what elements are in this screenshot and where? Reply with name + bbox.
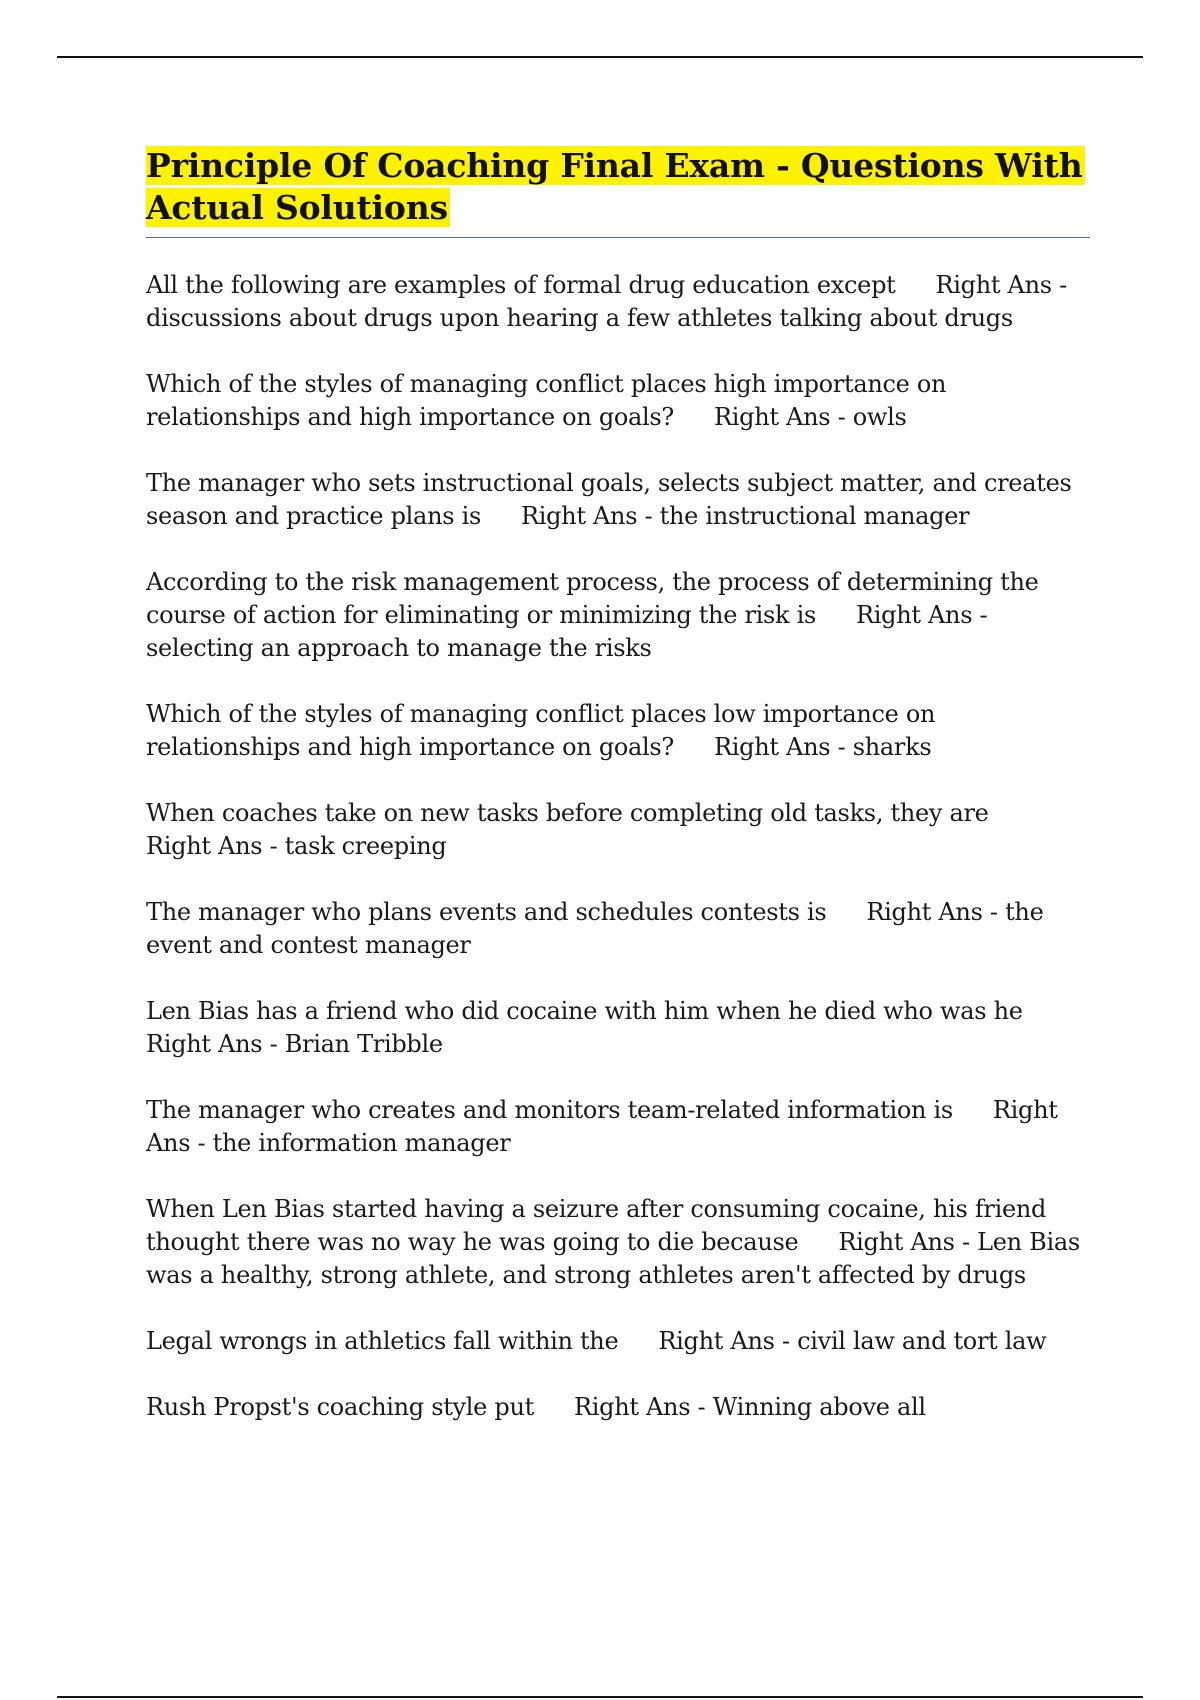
document-body [146, 145, 1090, 1457]
title-underline [146, 237, 1090, 238]
qa-item [146, 1094, 1090, 1160]
answer-text: Right Ans - the event and contest manager [146, 898, 1044, 959]
question-text: The manager who plans events and schedules contests is [146, 898, 827, 926]
answer-text: Right Ans - selecting an approach to manage the risks [146, 601, 988, 662]
qa-item [146, 1325, 1090, 1358]
answer-text: Right Ans - Len Bias was a healthy, strong athlete, and strong athletes aren't affected by drugs [146, 1228, 1080, 1289]
question-text: Which of the styles of managing conflict places low importance on relationships and high importance on goals? [146, 700, 936, 761]
qa-item [146, 467, 1090, 533]
qa-list [146, 269, 1090, 1424]
qa-item [146, 995, 1090, 1061]
qa-item [146, 1193, 1090, 1292]
answer-text: Right Ans - Brian Tribble [146, 1030, 443, 1058]
answer-text: Right Ans - task creeping [146, 832, 447, 860]
qa-item [146, 566, 1090, 665]
qa-item [146, 698, 1090, 764]
answer-text: Right Ans - the instructional manager [520, 502, 970, 530]
qa-item [146, 269, 1090, 335]
qa-item [146, 1391, 1090, 1424]
answer-text: Right Ans - Winning above all [573, 1393, 926, 1421]
answer-text: Right Ans - owls [714, 403, 907, 431]
question-text: All the following are examples of formal drug education except [146, 271, 896, 299]
answer-text: Right Ans - discussions about drugs upon hearing a few athletes talking about drugs [146, 271, 1067, 332]
qa-item [146, 368, 1090, 434]
qa-item [146, 797, 1090, 863]
header-rule [57, 56, 1143, 58]
qa-item [146, 896, 1090, 962]
question-text: The manager who creates and monitors team-related information is [146, 1096, 953, 1124]
question-text: When coaches take on new tasks before completing old tasks, they are [146, 799, 989, 827]
answer-text: Right Ans - sharks [714, 733, 932, 761]
title-highlight: Principle Of Coaching Final Exam - Questions With Actual Solutions [146, 146, 1083, 227]
question-text: Rush Propst's coaching style put [146, 1393, 534, 1421]
question-text: Which of the styles of managing conflict places high importance on relationships and high importance on goals? [146, 370, 947, 431]
footer-rule [57, 1696, 1143, 1698]
question-text: The manager who sets instructional goals, selects subject matter, and creates season and practice plans is [146, 469, 1072, 530]
question-text: When Len Bias started having a seizure after consuming cocaine, his friend thought there was no way he was going to die because [146, 1195, 1047, 1256]
question-text: Len Bias has a friend who did cocaine with him when he died who was he [146, 997, 1023, 1025]
answer-text: Right Ans - civil law and tort law [658, 1327, 1047, 1355]
answer-text: Right Ans - the information manager [146, 1096, 1058, 1157]
question-text: Legal wrongs in athletics fall within the [146, 1327, 619, 1355]
document-title [146, 145, 1090, 229]
question-text: According to the risk management process, the process of determining the course of action for eliminating or minimizing the risk is [146, 568, 1039, 629]
